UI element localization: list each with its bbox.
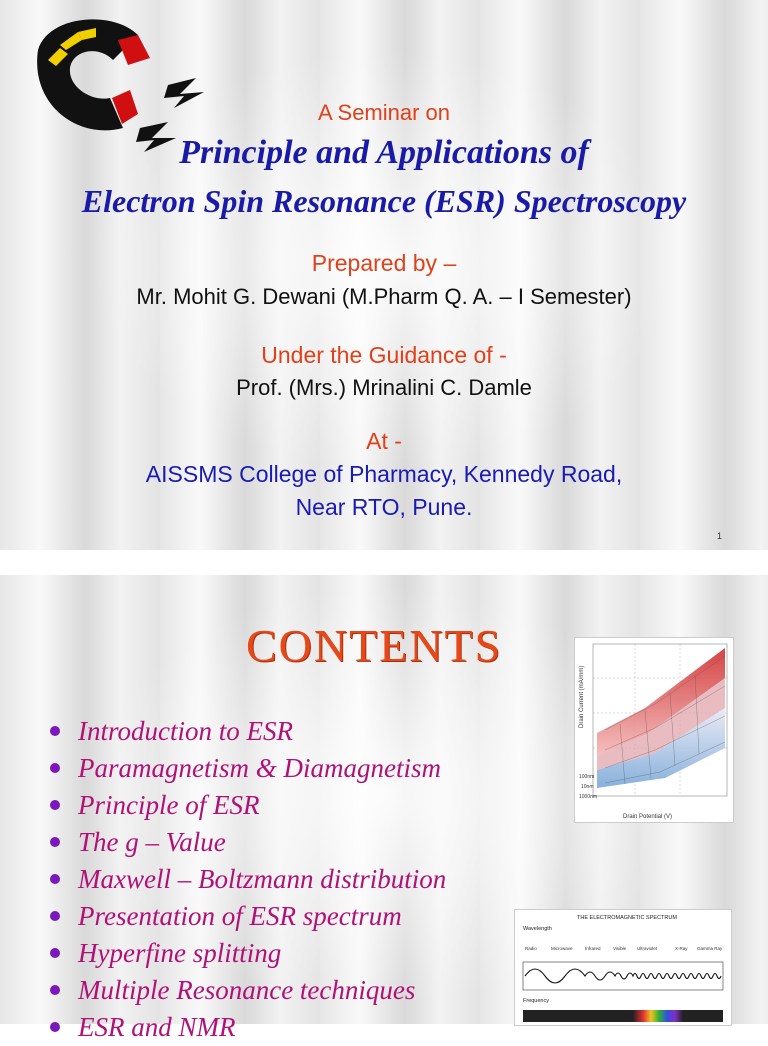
spectrum-band: Microwave bbox=[551, 946, 573, 951]
bullet-icon bbox=[50, 948, 60, 958]
graph-zlabel: 10nm bbox=[581, 784, 594, 790]
college-line-2: Near RTO, Pune. bbox=[295, 494, 473, 520]
list-item-label: Paramagnetism & Diamagnetism bbox=[78, 753, 441, 783]
prepared-by-name: Mr. Mohit G. Dewani (M.Pharm Q. A. – I Semester) bbox=[136, 284, 632, 309]
bullet-icon bbox=[50, 763, 60, 773]
spectrum-band: Infrared bbox=[585, 946, 601, 951]
bullet-icon bbox=[50, 874, 60, 884]
guidance-label: Under the Guidance of - bbox=[261, 342, 507, 368]
page-number: 1 bbox=[716, 531, 722, 541]
graph-zlabel: 100nm bbox=[579, 774, 595, 780]
contents-heading: CONTENTS bbox=[246, 620, 503, 671]
list-item bbox=[48, 787, 446, 824]
guidance-name: Prof. (Mrs.) Mrinalini C. Damle bbox=[236, 375, 532, 400]
list-item-label: ESR and NMR bbox=[78, 1012, 236, 1042]
spectrum-wavelength-label: Wavelength bbox=[523, 926, 552, 932]
list-item-label: Introduction to ESR bbox=[78, 716, 293, 746]
list-item bbox=[48, 861, 446, 898]
seminar-label: A Seminar on bbox=[317, 100, 451, 125]
list-item-label: Multiple Resonance techniques bbox=[78, 975, 416, 1005]
spectrum-band: Ultraviolet bbox=[637, 946, 658, 951]
title-line-1: Principle and Applications of bbox=[179, 134, 589, 171]
bullet-icon bbox=[50, 911, 60, 921]
list-item-label: Presentation of ESR spectrum bbox=[78, 901, 402, 931]
bullet-icon bbox=[50, 726, 60, 736]
spectrum-band: Radio bbox=[525, 946, 537, 951]
graph-zlabel: 1000nm bbox=[579, 794, 598, 800]
bullet-icon bbox=[50, 985, 60, 995]
list-item bbox=[48, 750, 446, 787]
list-item bbox=[48, 898, 446, 935]
list-item-label: Hyperfine splitting bbox=[78, 938, 282, 968]
prepared-by-label: Prepared by – bbox=[311, 250, 457, 276]
slide-gap bbox=[0, 550, 768, 575]
graph-xlabel: Drain Potential (V) bbox=[623, 814, 673, 820]
spectrum-band: X-Ray bbox=[675, 946, 688, 951]
bullet-icon bbox=[50, 800, 60, 810]
list-item bbox=[48, 935, 446, 972]
contents-list bbox=[48, 713, 446, 1046]
list-item-label: Principle of ESR bbox=[78, 790, 260, 820]
title-line-2: Electron Spin Resonance (ESR) Spectroscopy bbox=[81, 183, 687, 219]
surface-plot-image bbox=[574, 637, 734, 823]
list-item-label: The g – Value bbox=[78, 827, 226, 857]
bullet-icon bbox=[50, 837, 60, 847]
contents-slide bbox=[0, 575, 768, 1042]
list-item bbox=[48, 713, 446, 750]
list-item bbox=[48, 972, 446, 1009]
list-item bbox=[48, 1009, 446, 1046]
spectrum-frequency-label: Frequency bbox=[523, 998, 549, 1004]
graph-ylabel: Drain Current (mA/mm) bbox=[579, 665, 585, 728]
list-item-label: Maxwell – Boltzmann distribution bbox=[78, 864, 447, 894]
at-label: At - bbox=[366, 428, 402, 454]
spectrum-title: THE ELECTROMAGNETIC SPECTRUM bbox=[577, 915, 677, 921]
em-spectrum-image bbox=[514, 909, 732, 1026]
spectrum-band: Visible bbox=[613, 946, 627, 951]
college-line-1: AISSMS College of Pharmacy, Kennedy Road, bbox=[145, 461, 623, 487]
bullet-icon bbox=[50, 1022, 60, 1032]
list-item bbox=[48, 824, 446, 861]
spectrum-band: Gamma Ray bbox=[697, 946, 723, 951]
